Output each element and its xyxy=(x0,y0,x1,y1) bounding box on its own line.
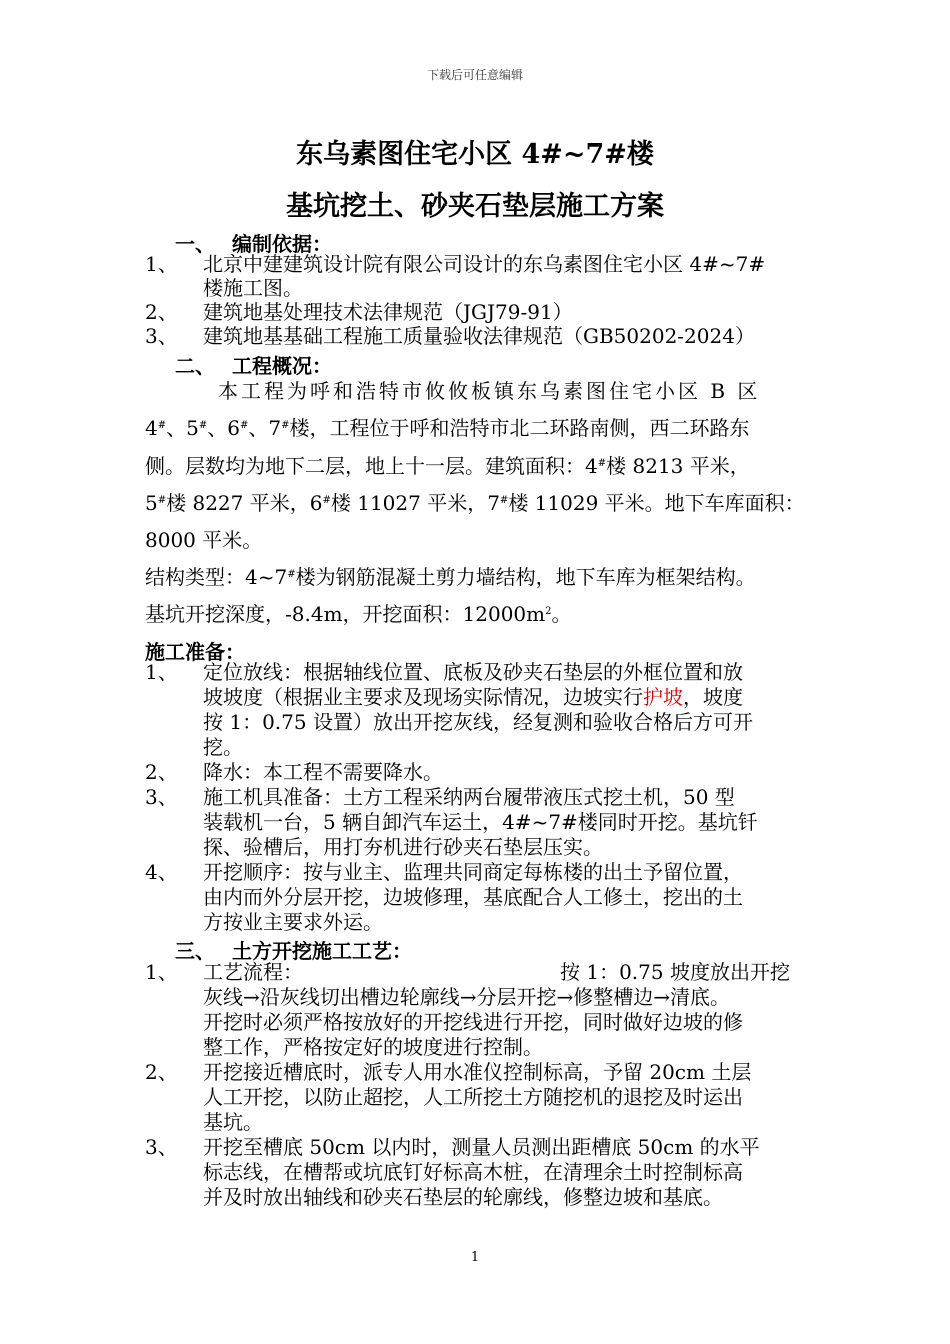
process-1-line-1-right: 按 1：0.75 坡度放出开挖 xyxy=(560,960,790,984)
prep-4-number: 4、 xyxy=(145,860,178,884)
prep-1-line-3: 按 1：0.75 设置）放出开挖灰线，经复测和验收合格后方可开 xyxy=(203,710,753,734)
process-2-line-2: 人工开挖，以防止超挖，人工所挖土方随挖机的退挖及时运出 xyxy=(203,1085,743,1109)
page-header: 下载后可任意编辑 xyxy=(426,68,523,82)
overview-line-5: 8000 平米。 xyxy=(145,528,263,552)
basis-3-line-1: 建筑地基基础工程施工质量验收法律规范（GB50202-2024） xyxy=(203,324,755,348)
section-1-title: 编制依据： xyxy=(232,232,332,256)
process-1-line-1: 工艺流程： xyxy=(203,960,303,984)
prep-2-number: 2、 xyxy=(145,760,178,784)
process-3-number: 3、 xyxy=(145,1135,178,1159)
basis-3-number: 3、 xyxy=(145,324,178,348)
section-3-title: 土方开挖施工工艺： xyxy=(232,939,412,963)
title-line-2: 基坑挖土、砂夹石垫层施工方案 xyxy=(286,191,664,222)
section-1-number: 一、 xyxy=(175,232,215,256)
prep-4-line-3: 方按业主要求外运。 xyxy=(203,910,383,934)
prep-3-line-2: 装载机一台，5 辆自卸汽车运土，4#~7#楼同时开挖。基坑钎 xyxy=(203,810,758,834)
section-3-number: 三、 xyxy=(175,939,215,963)
prep-2-line-1: 降水：本工程不需要降水。 xyxy=(203,760,443,784)
prep-title: 施工准备： xyxy=(145,640,245,664)
structure-type: 结构类型：4~7#楼为钢筋混凝土剪力墙结构，地下车库为框架结构。 xyxy=(145,565,756,589)
basis-2-number: 2、 xyxy=(145,300,178,324)
overview-line-4: 5#楼 8227 平米，6#楼 11027 平米，7#楼 11029 平米。地下车库面积： xyxy=(145,491,805,515)
process-1-line-3: 开挖时必须严格按放好的开挖线进行开挖，同时做好边坡的修 xyxy=(203,1010,743,1034)
process-3-line-1: 开挖至槽底 50cm 以内时，测量人员测出距槽底 50cm 的水平 xyxy=(203,1135,760,1159)
basis-2-line-1: 建筑地基处理技术法律规范（JGJ79-91） xyxy=(203,300,573,324)
prep-3-line-1: 施工机具准备：土方工程采纳两台履带液压式挖土机，50 型 xyxy=(203,785,735,809)
process-3-line-2: 标志线，在槽帮或坑底钉好标高木桩，在清理余土时控制标高 xyxy=(203,1160,743,1184)
section-2-number: 二、 xyxy=(175,354,215,378)
prep-3-line-3: 探、验槽后，用打夯机进行砂夹石垫层压实。 xyxy=(203,835,603,859)
basis-1-number: 1、 xyxy=(145,252,178,276)
process-2-number: 2、 xyxy=(145,1060,178,1084)
prep-4-line-2: 由内而外分层开挖，边坡修理，基底配合人工修土，挖出的土 xyxy=(203,885,743,909)
process-1-line-4: 整工作，严格按定好的坡度进行控制。 xyxy=(203,1035,543,1059)
prep-1-line-1: 定位放线：根据轴线位置、底板及砂夹石垫层的外框位置和放 xyxy=(203,660,743,684)
prep-1-number: 1、 xyxy=(145,660,178,684)
overview-line-2: 4#、5#、6#、7#楼，工程位于呼和浩特市北二环路南侧，西二环路东 xyxy=(145,416,750,440)
basis-1-line-2: 楼施工图。 xyxy=(203,276,303,300)
prep-4-line-1: 开挖顺序：按与业主、监理共同商定每栋楼的出土予留位置， xyxy=(203,860,743,884)
excavation-depth: 基坑开挖深度，-8.4m，开挖面积：$12000m^2$。 xyxy=(145,602,572,626)
process-1-number: 1、 xyxy=(145,960,178,984)
process-3-line-3: 并及时放出轴线和砂夹石垫层的轮廓线，修整边坡和基底。 xyxy=(203,1185,723,1209)
section-2-title: 工程概况： xyxy=(232,354,332,378)
basis-1-line-1: 北京中建建筑设计院有限公司设计的东乌素图住宅小区 4#~7# xyxy=(203,252,766,276)
title-line-1: 东乌素图住宅小区 4#~7#楼 xyxy=(296,139,654,170)
page-number: 1 xyxy=(470,1250,480,1265)
overview-line-1: 本工程为呼和浩特市攸攸板镇东乌素图住宅小区 B 区 xyxy=(218,379,761,403)
process-1-line-2: 灰线→沿灰线切出槽边轮廓线→分层开挖→修整槽边→清底。 xyxy=(203,985,731,1009)
process-2-line-1: 开挖接近槽底时，派专人用水准仪控制标高，予留 20cm 土层 xyxy=(203,1060,752,1084)
process-2-line-3: 基坑。 xyxy=(203,1110,263,1134)
prep-1-line-4: 挖。 xyxy=(203,735,243,759)
overview-line-3: 侧。层数均为地下二层，地上十一层。建筑面积：4#楼 8213 平米， xyxy=(145,454,750,478)
prep-3-number: 3、 xyxy=(145,785,178,809)
prep-1-line-2: 坡坡度（根据业主要求及现场实际情况，边坡实行护坡，坡度 xyxy=(203,685,743,709)
